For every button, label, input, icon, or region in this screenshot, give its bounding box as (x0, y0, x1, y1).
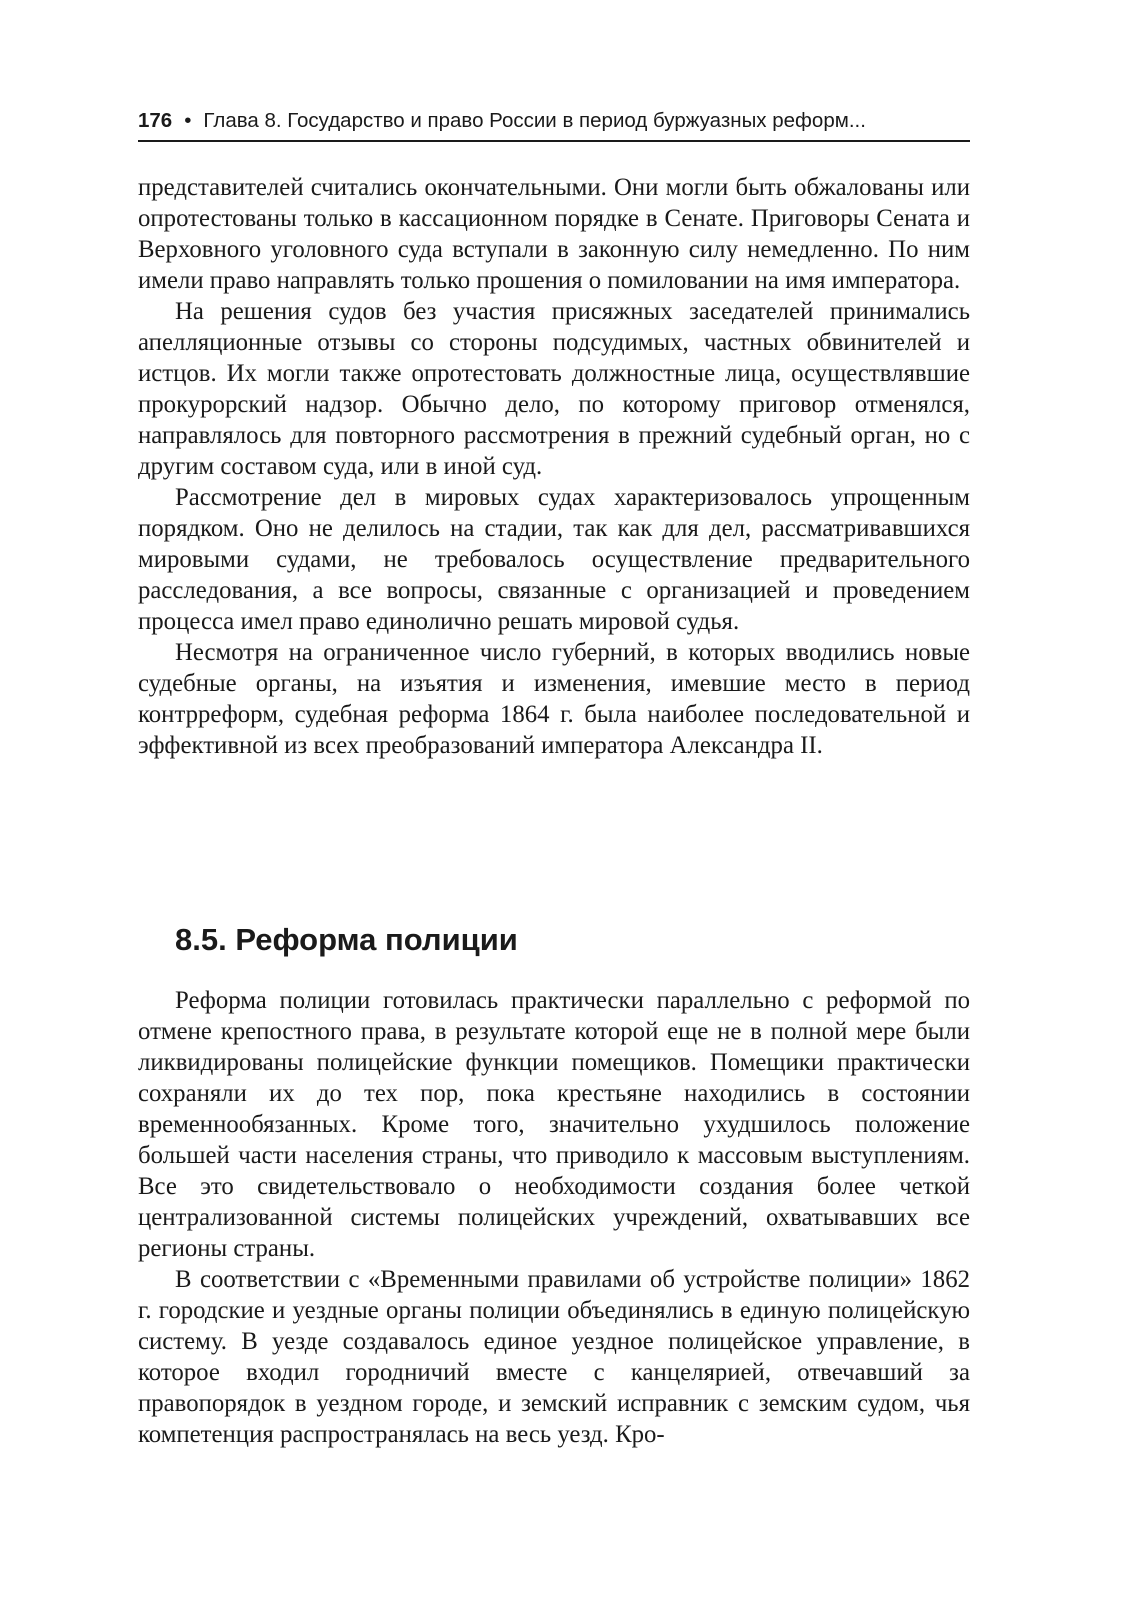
paragraph: В соответствии с «Временными правилами об устройстве полиции» 1862 г. городские и уездные органы полиции объединялись в единую полицейскую систему. В уезде создавалось единое уездное полицейское управление, в которое входил городничий вместе с канцелярией, отвечавший за правопорядок в уездном городе, и земский исправник с земским судом, чья компетенция распространялась на весь уезд. Кро- (138, 1266, 970, 1448)
text-block-after-section (138, 985, 970, 1450)
paragraph: Реформа полиции готовилась практически параллельно с реформой по отмене крепостного права, в результате которой еще не в полной мере были ликвидированы полицейские функции помещиков. Помещики практически сохраняли их до тех пор, пока крестьяне находились в состоянии временнообязанных. Кроме того, значительно ухудшилось положение большей части населения страны, что приводило к массовым выступлениям. Все это свидетельствовало о необходимости создания более четкой централизованной системы полицейских учреждений, охватывавших все регионы страны. (138, 987, 970, 1262)
page-number: 176 (138, 109, 173, 132)
chapter-title: Глава 8. Государство и право России в период буржуазных реформ... (203, 109, 866, 132)
running-header (138, 106, 970, 142)
header-bullet: • (184, 109, 192, 132)
text-block-before-section (138, 172, 970, 761)
section-heading: 8.5. Реформа полиции (175, 922, 518, 957)
paragraph: На решения судов без участия присяжных заседателей принимались апелляционные отзывы со стороны подсудимых, частных обвинителей и истцов. Их могли также опротестовать должностные лица, осуществлявшие прокурорский надзор. Обычно дело, по которому приговор отменялся, направлялось для повторного рассмотрения в прежний судебный орган, но с другим составом суда, или в иной суд. (138, 298, 970, 480)
paragraph: Несмотря на ограниченное число губерний, в которых вводились новые судебные органы, на изъятия и изменения, имевшие место в период контрреформ, судебная реформа 1864 г. была наиболее последовательной и эффективной из всех преобразований императора Александра II. (138, 639, 970, 759)
paragraph-continuation: представителей считались окончательными. Они могли быть обжалованы или опротестованы только в кассационном порядке в Сенате. Приговоры Сената и Верховного уголовного суда вступали в законную силу немедленно. По ним имели право направлять только прошения о помиловании на имя императора. (138, 174, 970, 294)
paragraph: Рассмотрение дел в мировых судах характеризовалось упрощенным порядком. Оно не делилось на стадии, так как для дел, рассматривавшихся мировыми судами, не требовалось осуществление предварительного расследования, а все вопросы, связанные с организацией и проведением процесса имел право единолично решать мировой судья. (138, 484, 970, 635)
